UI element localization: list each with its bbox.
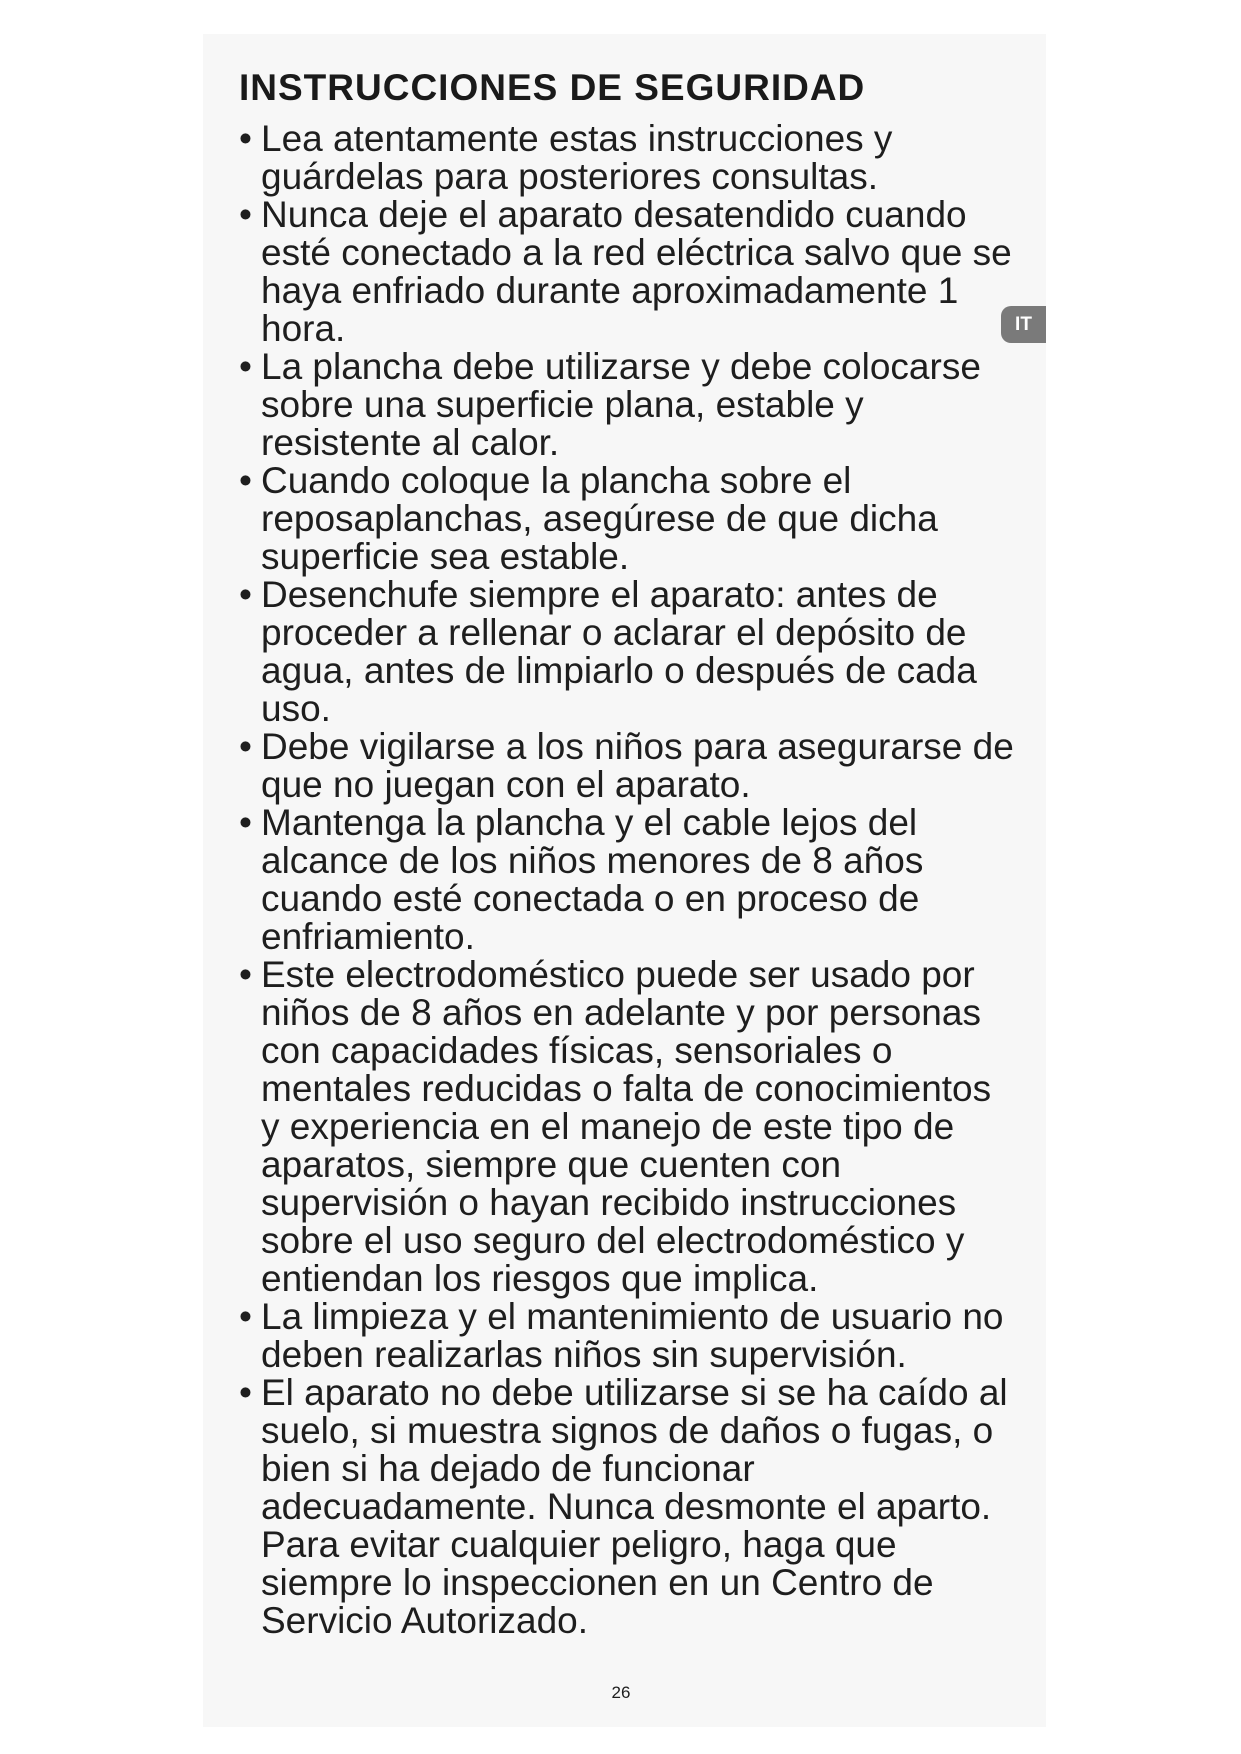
bullet-marker: •: [239, 1296, 252, 1337]
instruction-line: Desenchufe siempre el aparato: antes de: [261, 574, 938, 615]
instruction-item: [239, 1374, 1039, 1640]
instruction-line: suelo, si muestra signos de daños o fugas, o: [261, 1410, 994, 1451]
instruction-line: Cuando coloque la plancha sobre el: [261, 460, 852, 501]
instruction-line: niños de 8 años en adelante y por personas: [261, 992, 981, 1033]
bullet-marker: •: [239, 194, 252, 235]
safety-instructions-list: [239, 120, 1039, 1640]
instruction-line: hora.: [261, 308, 346, 349]
instruction-item: [239, 462, 1039, 576]
instruction-line: aparatos, siempre que cuenten con: [261, 1144, 842, 1185]
bullet-marker: •: [239, 346, 252, 387]
instruction-line: guárdelas para posteriores consultas.: [261, 156, 879, 197]
instruction-line: sobre el uso seguro del electrodoméstico y: [261, 1220, 965, 1261]
bullet-marker: •: [239, 726, 252, 767]
instruction-line: Servicio Autorizado.: [261, 1600, 589, 1641]
instruction-line: entiendan los riesgos que implica.: [261, 1258, 819, 1299]
instruction-line: con capacidades físicas, sensoriales o: [261, 1030, 893, 1071]
instruction-line: agua, antes de limpiarlo o después de cada: [261, 650, 977, 691]
instruction-line: haya enfriado durante aproximadamente 1: [261, 270, 959, 311]
bullet-marker: •: [239, 954, 252, 995]
instruction-line: bien si ha dejado de funcionar: [261, 1448, 755, 1489]
instruction-item: [239, 804, 1039, 956]
instruction-line: adecuadamente. Nunca desmonte el aparto.: [261, 1486, 992, 1527]
instruction-line: y experiencia en el manejo de este tipo de: [261, 1106, 955, 1147]
instruction-line: deben realizarlas niños sin supervisión.: [261, 1334, 907, 1375]
instruction-item: [239, 196, 1039, 348]
instruction-line: Nunca deje el aparato desatendido cuando: [261, 194, 967, 235]
instruction-item: [239, 728, 1039, 804]
instruction-line: uso.: [261, 688, 331, 729]
instruction-item: [239, 956, 1039, 1298]
instruction-line: supervisión o hayan recibido instrucciones: [261, 1182, 957, 1223]
bullet-marker: •: [239, 1372, 252, 1413]
instruction-line: La plancha debe utilizarse y debe colocarse: [261, 346, 981, 387]
instruction-line: cuando esté conectada o en proceso de: [261, 878, 920, 919]
bullet-marker: •: [239, 802, 252, 843]
page-number: 26: [611, 1683, 631, 1702]
instruction-line: sobre una superficie plana, estable y: [261, 384, 864, 425]
instruction-line: proceder a rellenar o aclarar el depósito de: [261, 612, 967, 653]
language-tab-it[interactable]: IT: [1001, 306, 1046, 343]
instruction-line: que no juegan con el aparato.: [261, 764, 751, 805]
instruction-line: El aparato no debe utilizarse si se ha caído al: [261, 1372, 1008, 1413]
instruction-line: Este electrodoméstico puede ser usado por: [261, 954, 975, 995]
instruction-item: [239, 1298, 1039, 1374]
instruction-line: siempre lo inspeccionen en un Centro de: [261, 1562, 934, 1603]
bullet-marker: •: [239, 460, 252, 501]
instruction-line: Debe vigilarse a los niños para asegurarse de: [261, 726, 1014, 767]
page-title: INSTRUCCIONES DE SEGURIDAD: [239, 67, 866, 108]
instruction-item: [239, 348, 1039, 462]
bullet-marker: •: [239, 574, 252, 615]
instruction-line: enfriamiento.: [261, 916, 475, 957]
bullet-marker: •: [239, 118, 252, 159]
instruction-line: La limpieza y el mantenimiento de usuario no: [261, 1296, 1004, 1337]
instruction-line: Para evitar cualquier peligro, haga que: [261, 1524, 897, 1565]
instruction-line: mentales reducidas o falta de conocimientos: [261, 1068, 992, 1109]
instruction-line: Mantenga la plancha y el cable lejos del: [261, 802, 918, 843]
instruction-line: Lea atentamente estas instrucciones y: [261, 118, 893, 159]
instruction-line: superficie sea estable.: [261, 536, 630, 577]
instruction-line: reposaplanchas, asegúrese de que dicha: [261, 498, 938, 539]
instruction-line: esté conectado a la red eléctrica salvo que se: [261, 232, 1012, 273]
instruction-item: [239, 120, 1039, 196]
instruction-item: [239, 576, 1039, 728]
instruction-line: resistente al calor.: [261, 422, 560, 463]
instruction-line: alcance de los niños menores de 8 años: [261, 840, 924, 881]
